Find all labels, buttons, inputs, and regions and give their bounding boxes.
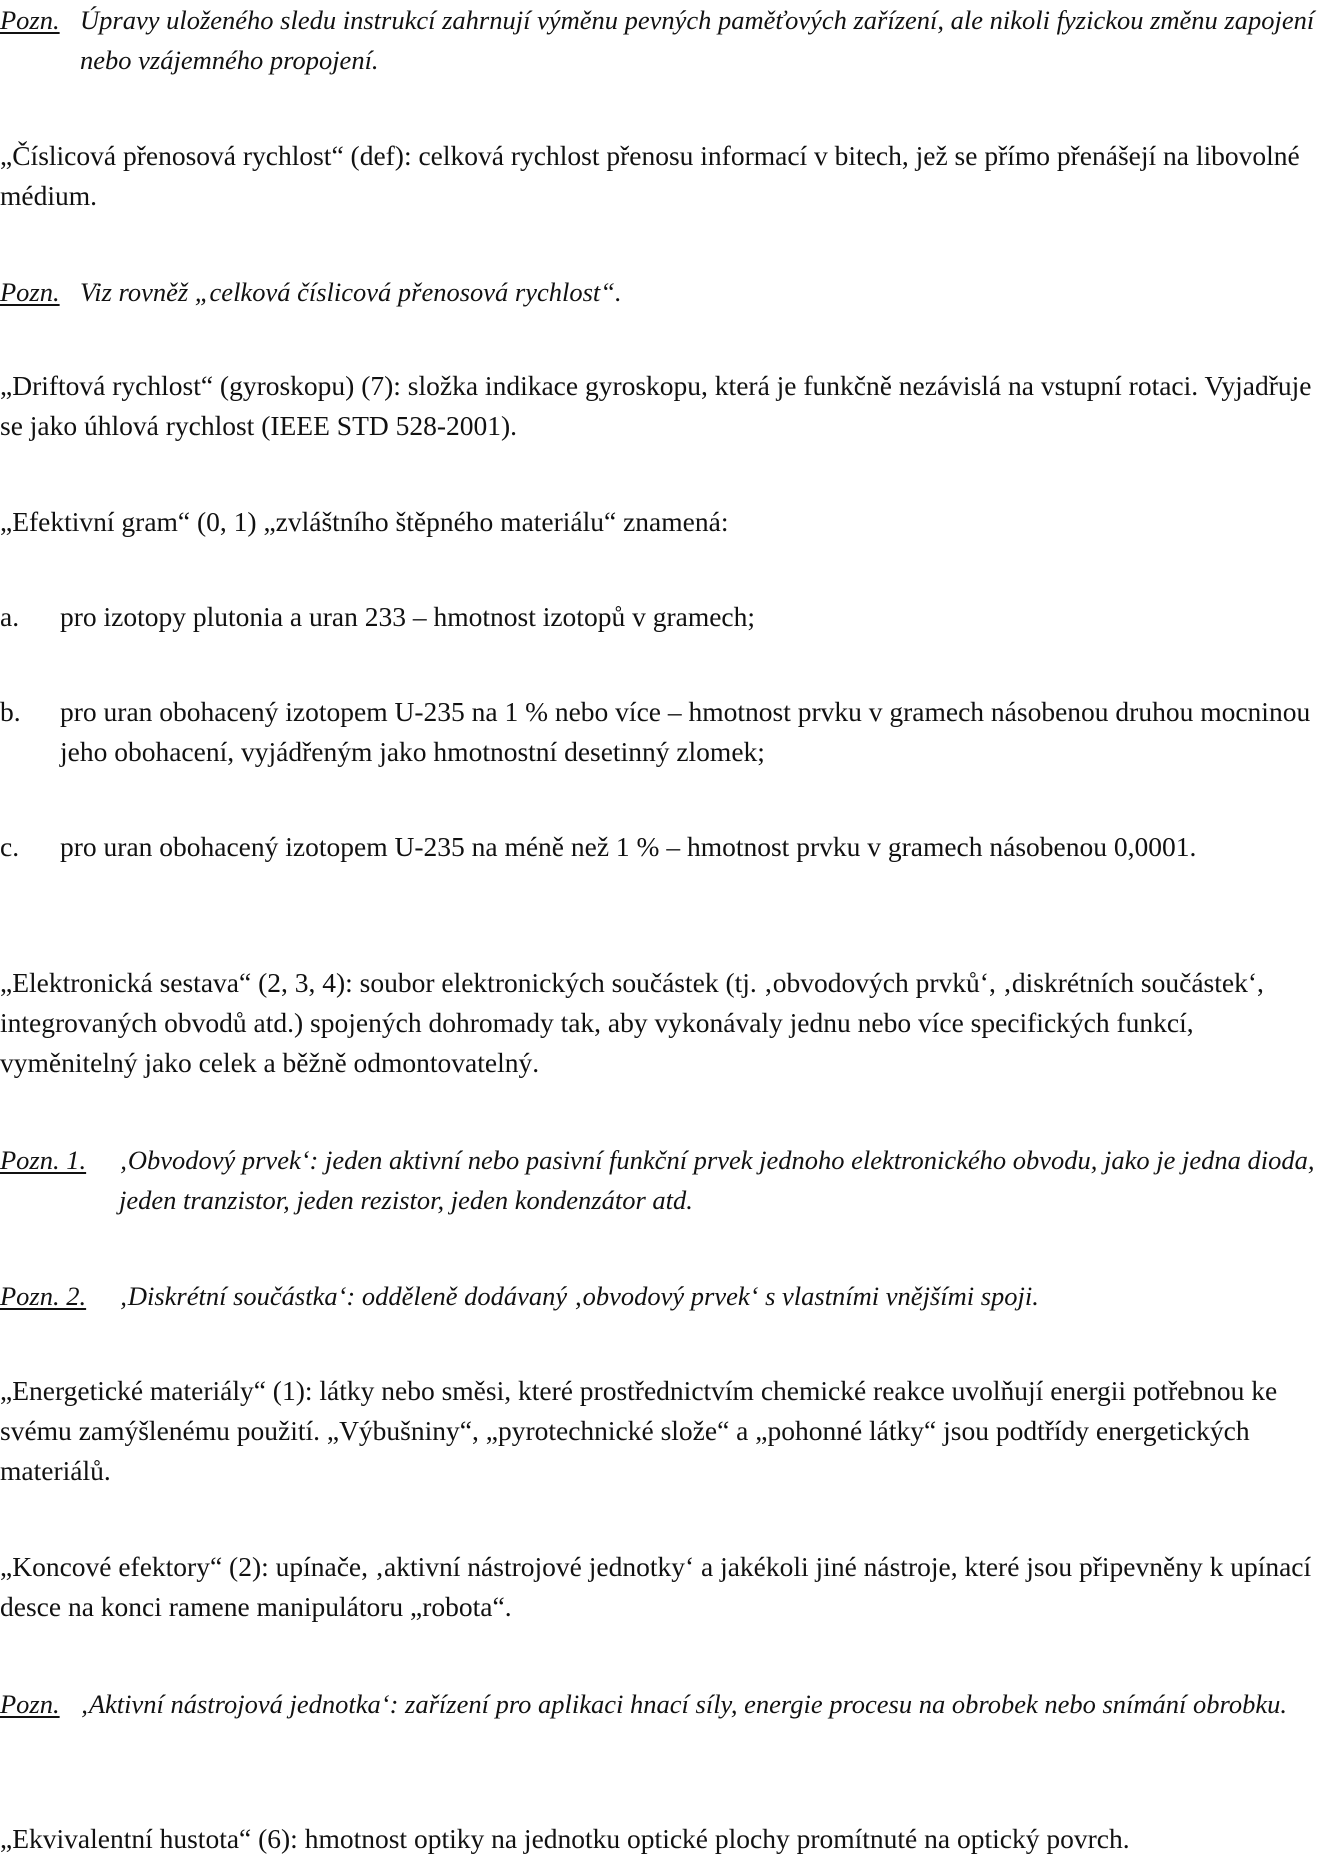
list-item-a	[0, 597, 1322, 637]
definition-end-effectors	[0, 1547, 1322, 1627]
list-marker: a.	[0, 601, 20, 632]
note-label: Pozn.	[0, 1689, 60, 1719]
note-label: Pozn. 1.	[0, 1145, 87, 1175]
definition-effective-gram	[0, 502, 1322, 542]
definition-text: „Driftová rychlost“ (gyroskopu) (7): složka indikace gyroskopu, která je funkčně nezávislá na vstupní rotaci. Vyjadřuje se jako úhlová rychlost (IEEE STD 528-2001).	[0, 370, 1312, 441]
note-text: Viz rovněž „celková číslicová přenosová rychlost“.	[80, 277, 622, 307]
note-see-also	[0, 272, 1322, 312]
list-item-b	[0, 692, 1322, 772]
list-item-text: pro uran obohacený izotopem U-235 na 1 % nebo více – hmotnost prvku v gramech násobenou druhou mocninou jeho obohacení, vyjádřeným jako hmotnostní desetinný zlomek;	[60, 696, 1311, 767]
list-marker: b.	[0, 696, 21, 727]
note-label: Pozn.	[0, 277, 60, 307]
list-marker: c.	[0, 831, 20, 862]
note-1-circuit-element	[0, 1140, 1322, 1220]
definition-text: „Číslicová přenosová rychlost“ (def): celková rychlost přenosu informací v bitech, jež se přímo přenášejí na libovolné médium.	[0, 140, 1300, 211]
definition-text: „Ekvivalentní hustota“ (6): hmotnost optiky na jednotku optické plochy promítnuté na optický povrch.	[0, 1823, 1130, 1854]
list-item-c	[0, 827, 1322, 867]
note-active-tooling-unit	[0, 1684, 1322, 1724]
definition-drift-rate	[0, 366, 1322, 446]
note-text: ‚Aktivní nástrojová jednotka‘: zařízení pro aplikaci hnací síly, energie procesu na obrobek nebo snímání obrobku.	[80, 1689, 1288, 1719]
definition-text: „Elektronická sestava“ (2, 3, 4): soubor elektronických součástek (tj. ‚obvodových prvků‘, ‚diskrétních součástek‘, integrovaných obvodů atd.) spojených dohromady tak, aby vykonávaly jednu nebo více specifických funkcí, vyměnitelný jako celek a běžně odmontovatelný.	[0, 967, 1264, 1078]
definition-electronic-assembly	[0, 963, 1322, 1083]
list-item-text: pro uran obohacený izotopem U-235 na méně než 1 % – hmotnost prvku v gramech násobenou 0,0001.	[60, 831, 1197, 862]
note-text: ‚Obvodový prvek‘: jeden aktivní nebo pasivní funkční prvek jednoho elektronického obvodu, jako je jedna dioda, jeden tranzistor, jeden rezistor, jeden kondenzátor atd.	[119, 1145, 1315, 1215]
note-label: Pozn.	[0, 5, 60, 35]
definition-equivalent-density	[0, 1819, 1322, 1859]
note-2-discrete-component	[0, 1276, 1322, 1316]
note-text: ‚Diskrétní součástka‘: odděleně dodávaný ‚obvodový prvek‘ s vlastními vnějšími spoji.	[119, 1281, 1039, 1311]
definition-text: „Efektivní gram“ (0, 1) „zvláštního štěpného materiálu“ znamená:	[0, 506, 729, 537]
note-label: Pozn. 2.	[0, 1281, 87, 1311]
definition-text: „Koncové efektory“ (2): upínače, ‚aktivní nástrojové jednotky‘ a jakékoli jiné nástroje, které jsou připevněny k upínací desce na konci ramene manipulátoru „robota“.	[0, 1551, 1312, 1622]
note-text: Úpravy uloženého sledu instrukcí zahrnují výměnu pevných paměťových zařízení, ale nikoli fyzickou změnu zapojení nebo vzájemného propojení.	[80, 5, 1315, 75]
definition-digital-transfer-rate	[0, 136, 1322, 216]
definition-text: „Energetické materiály“ (1): látky nebo směsi, které prostřednictvím chemické reakce uvolňují energii potřebnou ke svému zamýšlenému použití. „Výbušniny“, „pyrotechnické slože“ a „pohonné látky“ jsou podtřídy energetických materiálů.	[0, 1375, 1278, 1486]
note-stored-program-modification	[0, 0, 1322, 80]
list-item-text: pro izotopy plutonia a uran 233 – hmotnost izotopů v gramech;	[60, 601, 756, 632]
definition-energetic-materials	[0, 1371, 1322, 1491]
